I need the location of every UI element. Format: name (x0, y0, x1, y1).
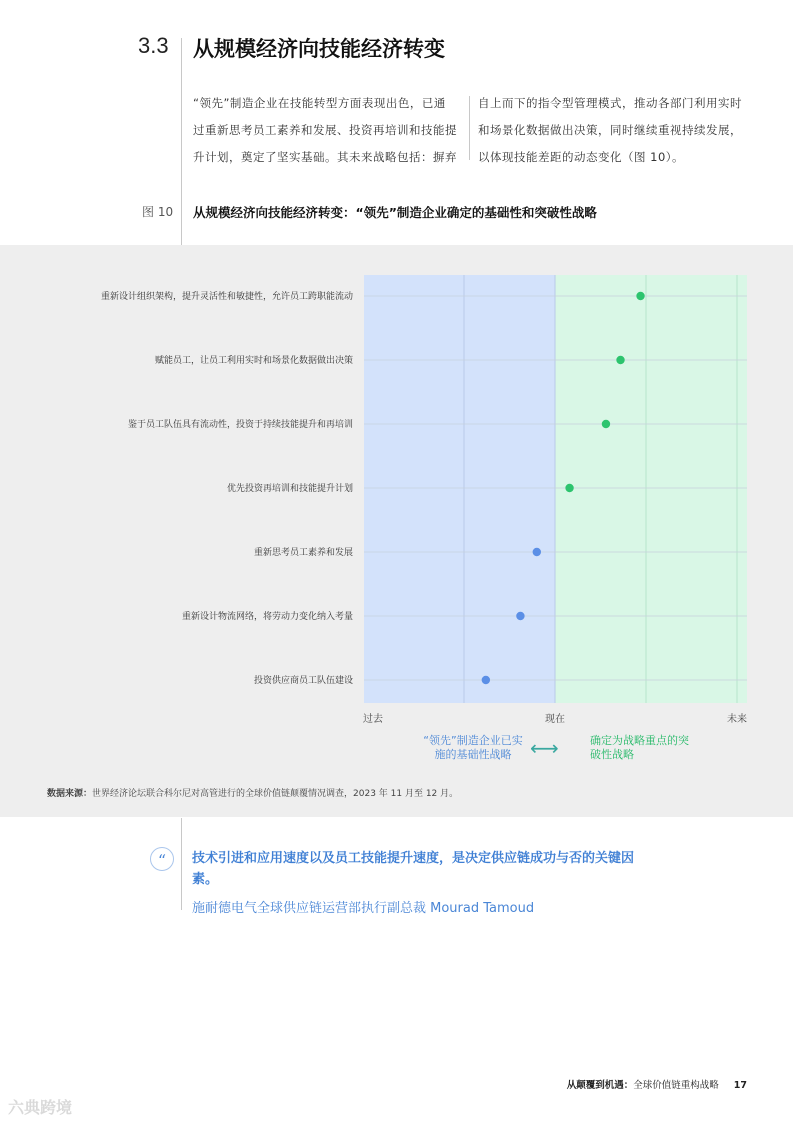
data-point (482, 676, 490, 684)
intro-line: 以体现技能差距的动态变化（图 10）。 (478, 150, 685, 164)
footer-report-title: 从颠覆到机遇： (566, 1080, 634, 1091)
row-label: 鉴于员工队伍具有流动性，投资于持续技能提升和再培训 (127, 420, 353, 430)
row-label: 重新设计物流网络，将劳动力变化纳入考量 (181, 612, 353, 622)
intro-right-column (478, 90, 758, 171)
intro-line: 和场景化数据做出决策，同时继续重视持续发展， (478, 123, 742, 137)
chart-panel (0, 245, 793, 817)
section-number: 3.3 (138, 33, 169, 58)
data-source (47, 786, 458, 799)
data-point (533, 548, 541, 556)
data-point (565, 484, 573, 492)
watermark-logo: 六典跨境 (8, 1098, 73, 1117)
intro-line: 过重新思考员工素养和发展、投资再培训和技能提 (193, 123, 457, 137)
x-tick-label: 过去 (363, 714, 383, 725)
strategy-chart (0, 245, 793, 817)
row-label: 优先投资再培训和技能提升计划 (226, 484, 353, 494)
figure-label: 图 10 (142, 205, 174, 219)
intro-left-column (193, 90, 463, 171)
quote-mark-icon: “ (150, 847, 174, 871)
data-point (602, 420, 610, 428)
page-number: 17 (733, 1080, 747, 1091)
page-footer (567, 1077, 747, 1091)
data-point (636, 292, 644, 300)
quote-author: 施耐德电气全球供应链运营部执行副总裁 Mourad Tamoud (192, 901, 535, 916)
column-rule (469, 96, 470, 160)
row-label: 重新思考员工素养和发展 (253, 548, 353, 558)
legend-foundational: “领先”制造企业已实施的基础性战略 (423, 734, 523, 761)
intro-line: “领先”制造企业在技能转型方面表现出色，已通 (193, 96, 446, 110)
quote-text: 技术引进和应用速度以及员工技能提升速度，是决定供应链成功与否的关键因素。 (192, 851, 635, 887)
row-label: 投资供应商员工队伍建设 (253, 676, 353, 686)
footer-report-subtitle: 全球价值链重构战略 (633, 1080, 719, 1091)
x-tick-label: 现在 (545, 714, 565, 725)
section-rule (181, 38, 182, 246)
intro-line: 自上而下的指令型管理模式，推动各部门利用实时 (478, 96, 742, 110)
breakthrough-region (555, 275, 747, 703)
data-point (516, 612, 524, 620)
legend-breakthrough: 确定为战略重点的突破性战略 (590, 734, 689, 761)
quote-rule (181, 818, 182, 910)
section-title: 从规模经济向技能经济转变 (193, 37, 445, 61)
data-point (616, 356, 624, 364)
row-label: 赋能员工，让员工利用实时和场景化数据做出决策 (154, 356, 353, 366)
data-source-label: 数据来源： (47, 789, 93, 799)
data-source-text: 世界经济论坛联合科尔尼对高管进行的全球价值链颠覆情况调查，2023 年 11 月至 12 月。 (92, 789, 459, 799)
foundational-region (364, 275, 555, 703)
legend-arrow: ⟷ (530, 736, 559, 760)
figure-title: 从规模经济向技能经济转变：“领先”制造企业确定的基础性和突破性战略 (193, 205, 597, 220)
x-tick-label: 未来 (727, 714, 747, 725)
row-label: 重新设计组织架构，提升灵活性和敏捷性，允许员工跨职能流动 (100, 292, 353, 302)
intro-line: 升计划，奠定了坚实基础。其未来战略包括：摒弃 (193, 150, 457, 164)
